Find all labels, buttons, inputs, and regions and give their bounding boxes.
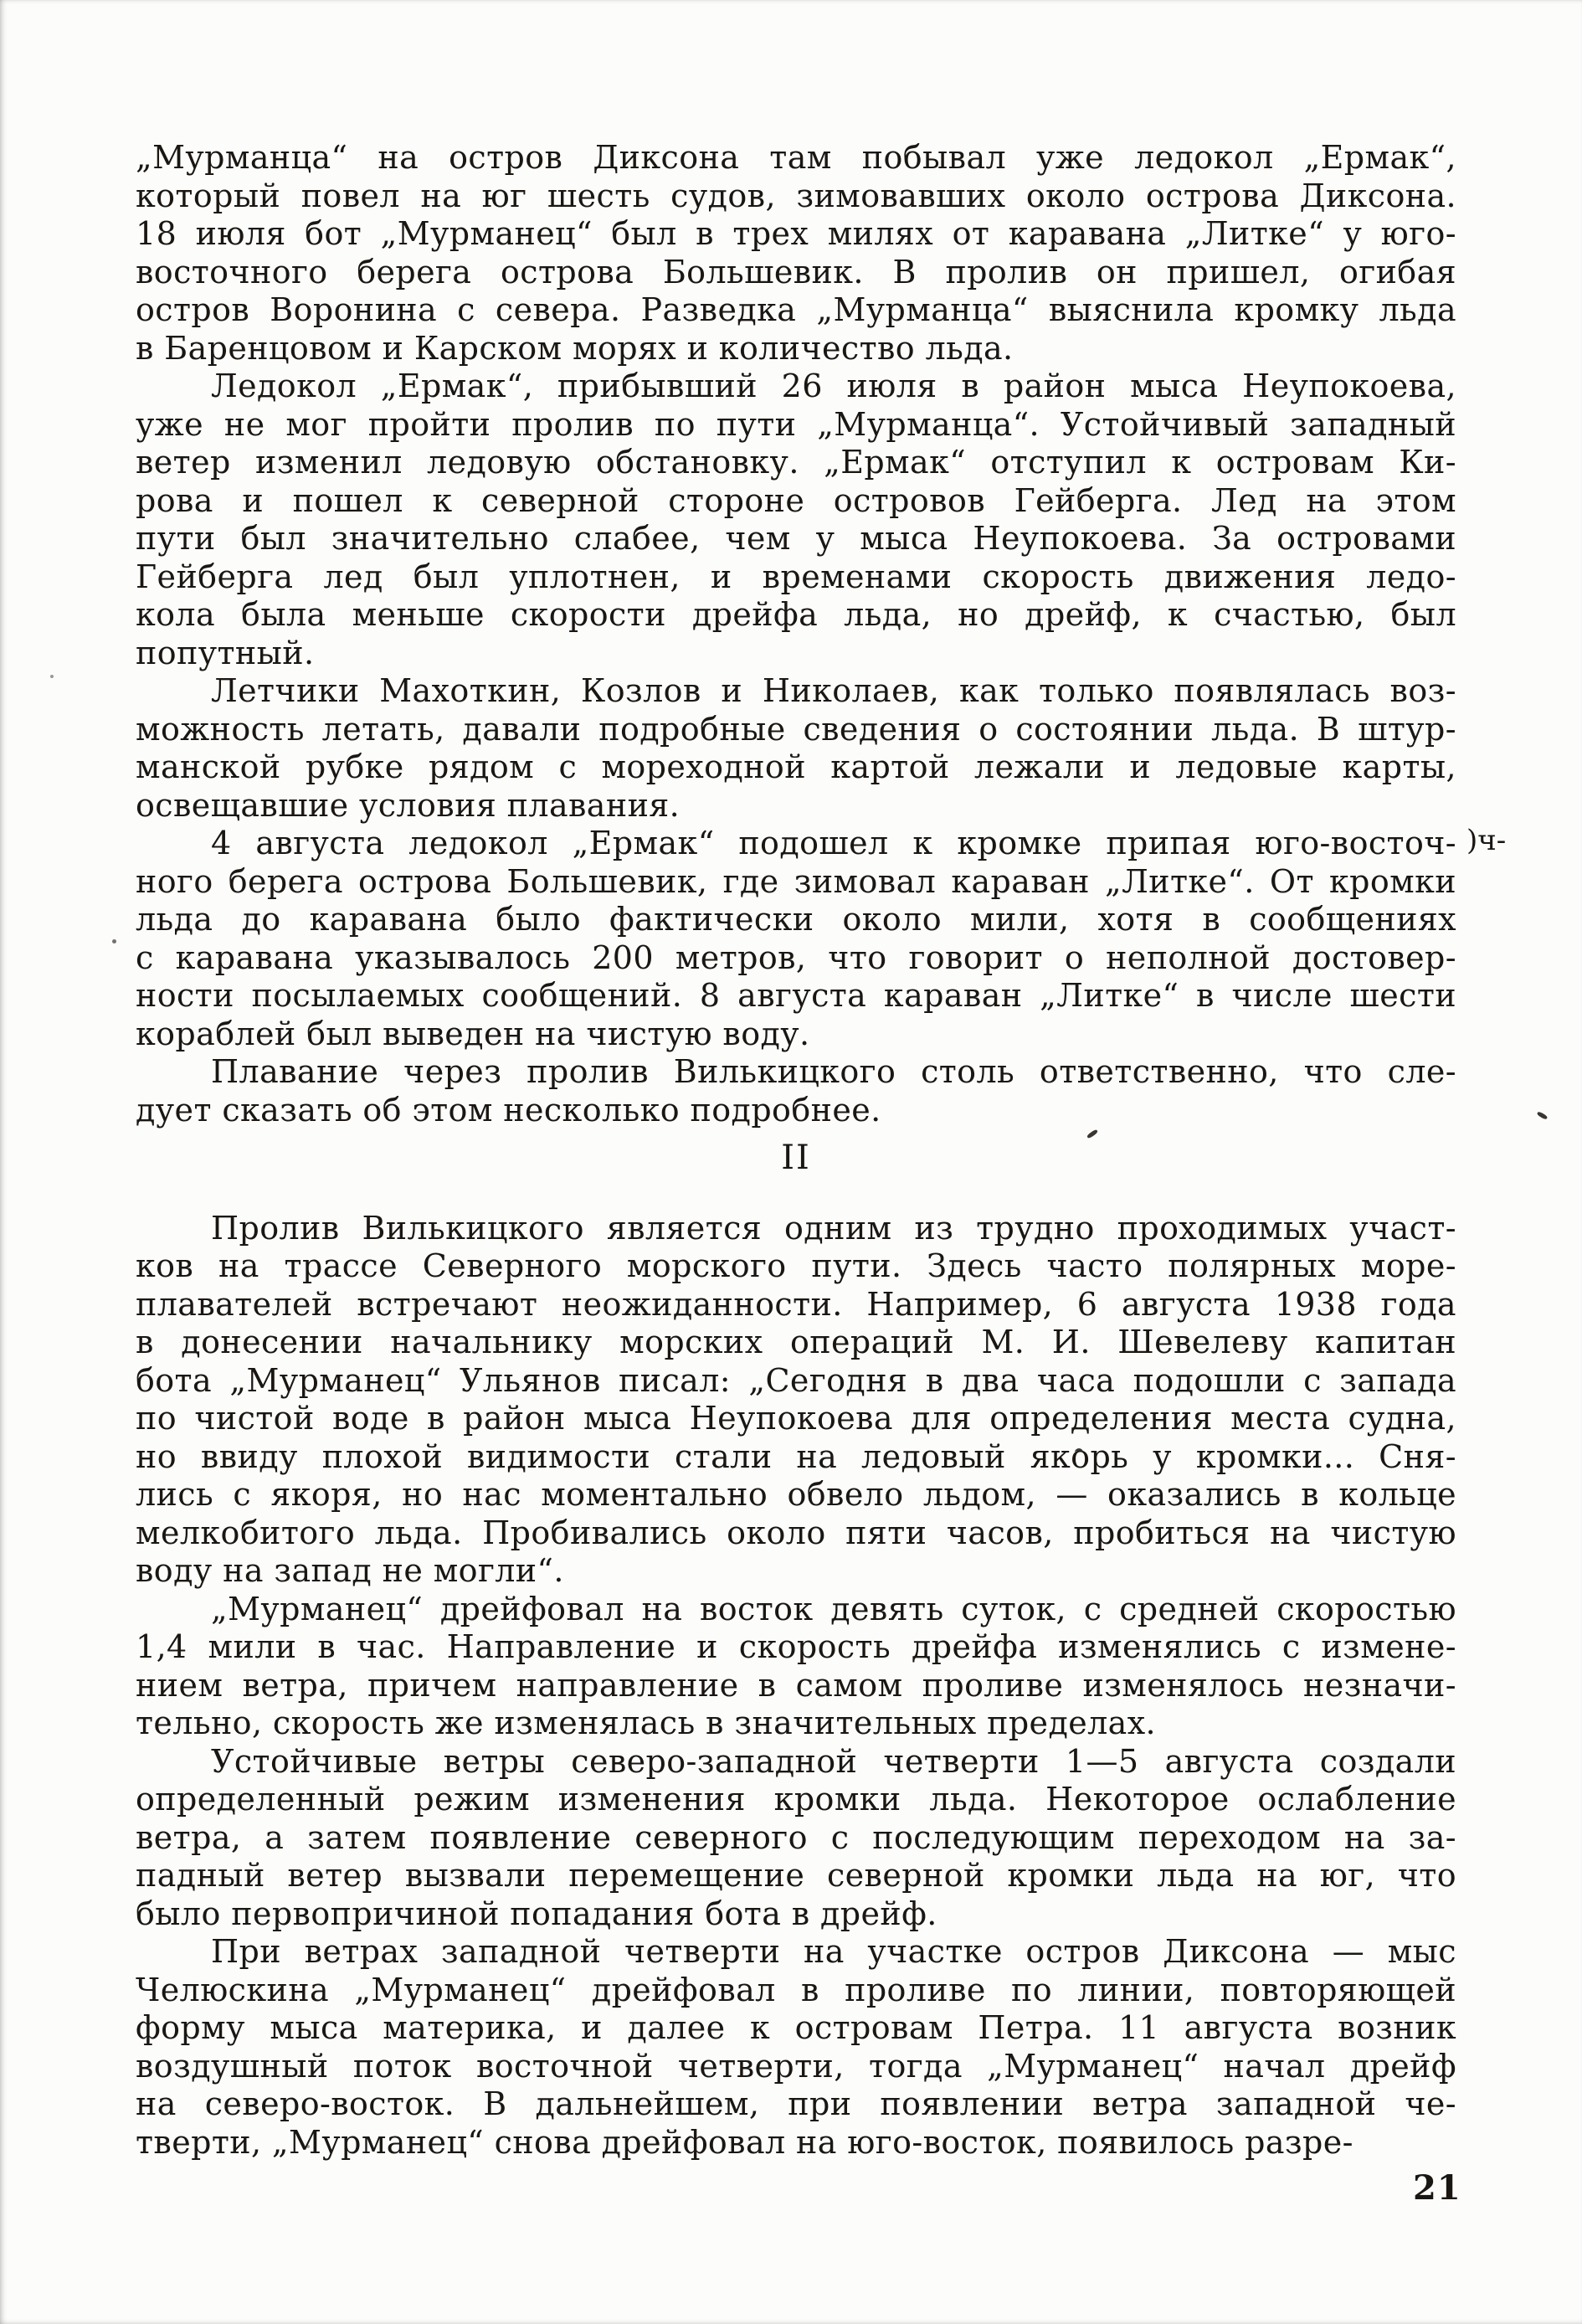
text-line: воздушный поток восточной четверти, тогда „Мурманец“ начал дрейф [136,2047,1456,2085]
text-line: освещавшие условия плавания. [136,786,681,824]
text-line: было первопричиной попадания бота в дрейф. [136,1895,937,1932]
text-line: ного берега острова Большевик, где зимовал караван „Литке“. От кромки [136,862,1456,900]
text-line: восточного берега острова Большевик. В пролив он пришел, огибая [136,253,1456,290]
text-line: на северо-восток. В дальнейшем, при появлении ветра западной че- [136,2085,1456,2122]
text-line: нием ветра, причем направление в самом проливе изменялось незначи- [136,1666,1456,1704]
print-offset-artifact: )ч- [1466,824,1507,857]
text-line: Ледокол „Ермак“, прибывший 26 июля в район мыса Неупокоева, [211,368,1456,404]
text-line: 1,4 мили в час. Направление и скорость дрейфа изменялись с измене- [136,1628,1456,1665]
text-line: воду на запад не могли“. [136,1552,564,1589]
text-line: форму мыса материка, и далее к островам Петра. 11 августа возник [136,2009,1456,2046]
section-heading: II [781,1139,811,1177]
text-line: „Мурманец“ дрейфовал на восток девять суток, с средней скоростью [211,1590,1456,1627]
text-line: падный ветер вызвали перемещение северной кромки льда на юг, что [136,1857,1456,1894]
text-line: определенный режим изменения кромки льда. Некоторое ослабление [136,1781,1456,1818]
text-line: 18 июля бот „Мурманец“ был в трех милях от каравана „Литке“ у юго- [136,215,1456,252]
text-line: по чистой воде в район мыса Неупокоева для определения места судна, [136,1400,1456,1437]
text-line: в донесении начальнику морских операций М. И. Шевелеву капитан [136,1324,1456,1360]
text-line: При ветрах западной четверти на участке остров Диксона — мыс [211,1933,1456,1970]
text-line: кораблей был выведен на чистую воду. [136,1015,810,1052]
text-line: манской рубке рядом с мореходной картой лежали и ледовые карты, [136,748,1456,785]
text-line: остров Воронина с севера. Разведка „Мурманца“ выяснила кромку льда [136,291,1456,328]
text-line: мелкобитого льда. Пробивались около пяти часов, пробиться на чистую [136,1514,1456,1551]
text-line: пути был значительно слабее, чем у мыса Неупокоева. За островами [136,520,1456,557]
text-line: который повел на юг шесть судов, зимовавших около острова Диксона. [136,177,1456,214]
text-line: Плавание через пролив Вилькицкого столь ответственно, что сле- [211,1053,1456,1090]
text-line: тверти, „Мурманец“ снова дрейфовал на юго-восток, появилось разре- [136,2123,1353,2161]
text-line: 4 августа ледокол „Ермак“ подошел к кромке припая юго-восточ- [211,825,1456,861]
text-line: лись с якоря, но нас моментально обвело льдом, — оказались в кольце [136,1476,1456,1513]
text-line: ности посылаемых сообщений. 8 августа караван „Литке“ в числе шести [136,977,1456,1014]
scan-speck [112,939,116,943]
paragraph [136,1591,1456,1743]
text-block [136,139,1456,2162]
scan-speck [1075,1448,1083,1456]
paragraph [136,672,1456,825]
paragraph [136,1210,1456,1591]
page-number: 21 [1413,2168,1461,2208]
text-line: но ввиду плохой видимости стали на ледовый якорь у кромки... Сня- [136,1437,1456,1475]
paragraph [136,1053,1456,1129]
text-line: можность летать, давали подробные сведения о состоянии льда. В штур- [136,710,1456,748]
text-line: уже не мог пройти пролив по пути „Мурманца“. Устойчивый западный [136,405,1456,443]
text-line: Устойчивые ветры северо-западной четверти 1—5 августа создали [211,1742,1456,1780]
text-line: льда до каравана было фактически около мили, хотя в сообщениях [136,901,1456,938]
text-line: Летчики Махоткин, Козлов и Николаев, как только появлялась воз- [211,672,1456,709]
text-section-2 [136,1210,1456,2162]
paragraph [136,368,1456,672]
text-line: дует сказать об этом несколько подробнее. [136,1091,881,1129]
scan-speck [50,675,54,678]
scan-speck [1537,1111,1549,1120]
text-line: попутный. [136,634,315,671]
paragraph [136,825,1456,1053]
text-line: кола была меньше скорости дрейфа льда, но дрейф, к счастью, был [136,596,1456,633]
text-line: бота „Мурманец“ Ульянов писал: „Сегодня в два часа подошли с запада [136,1361,1456,1399]
text-line: Пролив Вилькицкого является одним из трудно проходимых участ- [211,1209,1456,1247]
text-line: ветер изменил ледовую обстановку. „Ермак“ отступил к островам Ки- [136,444,1456,481]
scan-speck [306,2145,310,2148]
paragraph [136,1743,1456,1934]
text-line: Гейберга лед был уплотнен, и временами скорость движения ледо- [136,558,1456,595]
text-line: ветра, а затем появление северного с последующим переходом на за- [136,1818,1456,1856]
text-line: ков на трассе Северного морского пути. Здесь часто полярных море- [136,1247,1456,1284]
text-line: „Мурманца“ на остров Диксона там побывал уже ледокол „Ермак“, [136,139,1456,176]
text-line: рова и пошел к северной стороне островов Гейберга. Лед на этом [136,481,1456,519]
text-line: в Баренцовом и Карском морях и количество льда. [136,329,1014,367]
paragraph [136,139,1456,368]
text-line: плавателей встречают неожиданности. Например, 6 августа 1938 года [136,1285,1456,1323]
paragraph [136,1933,1456,2162]
text-line: Челюскина „Мурманец“ дрейфовал в проливе по линии, повторяющей [136,1971,1456,2008]
text-line: тельно, скорость же изменялась в значительных пределах. [136,1704,1157,1741]
text-section-1 [136,139,1456,1129]
text-line: с каравана указывалось 200 метров, что говорит о неполной достовер- [136,938,1456,976]
